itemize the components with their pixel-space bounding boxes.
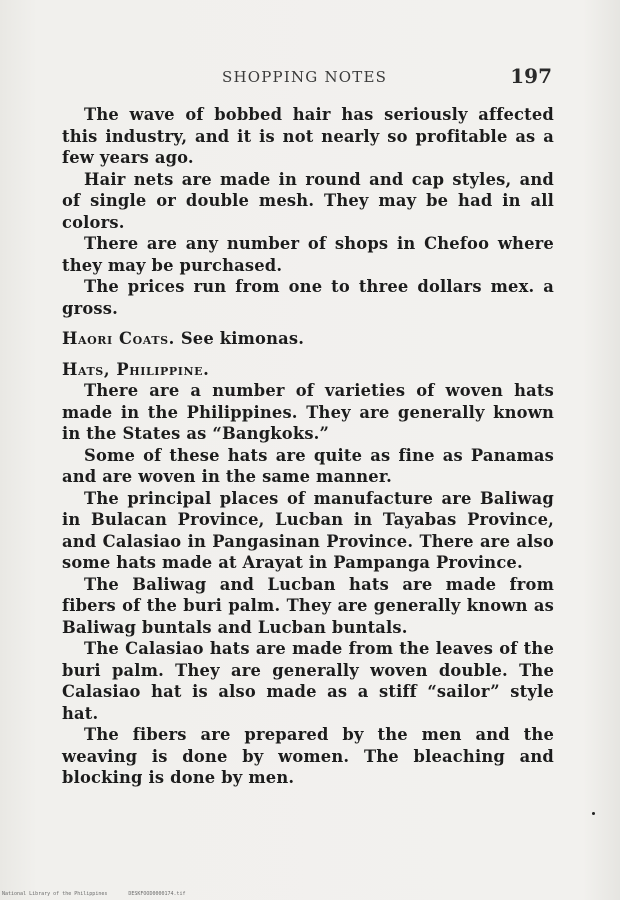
page-number: 197 — [510, 64, 552, 88]
scan-footer — [2, 891, 204, 897]
footer-file-id: DESKFOOD0000174.tif — [128, 891, 186, 897]
paragraph-manufacture-places: The principal places of manufacture are Baliwag in Bulacan Province, Lucban in Tayabas Province, and Calasiao in Pangasinan Province. There are also some hats made at Arayat in Pampanga Province. — [62, 488, 554, 572]
entry-text-haori: See kimonas. — [180, 329, 305, 348]
paragraph-panamas: Some of these hats are quite as fine as Panamas and are woven in the same manner. — [62, 445, 554, 486]
paragraph-bobbed-hair: The wave of bobbed hair has seriously affected this industry, and it is not nearly so profitable as a few years ago. — [62, 105, 554, 167]
entry-heading-hats: Hats, Philippine. — [62, 359, 210, 379]
footer-source: National Library of the Philippines — [2, 891, 108, 897]
running-title: SHOPPING NOTES — [222, 68, 388, 86]
entry-haori-coats — [62, 328, 554, 350]
page-body — [62, 104, 554, 789]
paragraph-baliwag-lucban: The Baliwag and Lucban hats are made from fibers of the buri palm. They are generally known as Baliwag buntals and Lucban buntals. — [62, 574, 554, 637]
paragraph-calasiao: The Calasiao hats are made from the leaves of the buri palm. They are generally woven double. The Calasiao hat is also made as a stiff “sailor” style hat. — [62, 639, 554, 723]
paragraph-fibers: The fibers are prepared by the men and the weaving is done by women. The bleaching and blocking is done by men. — [62, 725, 554, 787]
page-header — [62, 66, 552, 92]
paragraph-prices: The prices run from one to three dollars mex. a gross. — [62, 277, 554, 318]
paragraph-hair-nets: Hair nets are made in round and cap styles, and of single or double mesh. They may be had in all colors. — [62, 169, 554, 232]
paragraph-hat-varieties: There are a number of varieties of woven hats made in the Philippines. They are generally known in the States as “Bangkoks.” — [62, 381, 554, 443]
entry-heading-haori: Haori Coats. — [62, 329, 175, 348]
paragraph-chefoo-shops: There are any number of shops in Chefoo where they may be purchased. — [62, 234, 554, 275]
ink-speck — [592, 812, 595, 815]
